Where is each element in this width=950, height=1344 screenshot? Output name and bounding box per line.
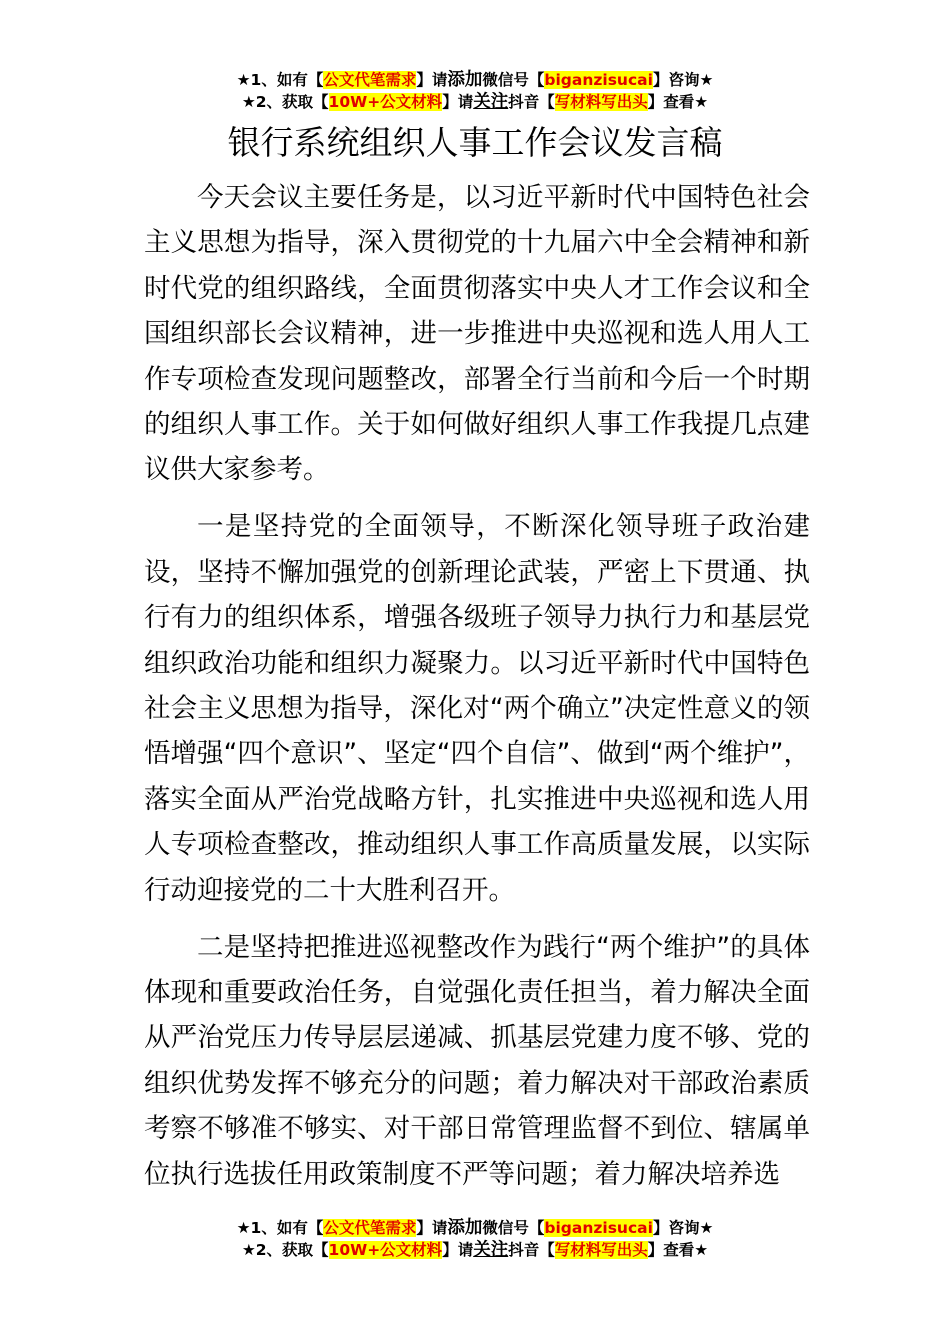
banner-text: ★1、如有【 xyxy=(236,71,324,89)
banner-highlight: biganzisucai xyxy=(544,71,653,89)
banner-emphasis: 关注 xyxy=(473,92,509,112)
document-title: 银行系统组织人事工作会议发言稿 xyxy=(227,123,723,162)
header-banner xyxy=(0,70,950,114)
banner-highlight: 10W+公文材料 xyxy=(328,93,443,111)
banner-text: 】请 xyxy=(442,93,474,111)
document-body xyxy=(144,175,810,1208)
banner-highlight: 公文代笔需求 xyxy=(323,1219,417,1237)
banner-highlight: 公文代笔需求 xyxy=(323,71,417,89)
banner-line-1 xyxy=(0,1218,950,1240)
banner-text: 】请 xyxy=(442,1241,474,1259)
banner-text: ★1、如有【 xyxy=(236,1219,324,1237)
banner-text: 】咨询★ xyxy=(652,71,714,89)
banner-line-2 xyxy=(0,92,950,114)
footer-banner xyxy=(0,1218,950,1262)
banner-highlight: 写材料写出头 xyxy=(554,93,648,111)
banner-emphasis: 添加 xyxy=(447,70,483,90)
banner-emphasis: 关注 xyxy=(473,1240,509,1260)
paragraph: 一是坚持党的全面领导，不断深化领导班子政治建设，坚持不懈加强党的创新理论武装，严密上下贯通、执行有力的组织体系，增强各级班子领导力执行力和基层党组织政治功能和组织力凝聚力。以习近平新时代中国特色社会主义思想为指导，深化对“两个确立”决定性意义的领悟增强“四个意识”、坚定“四个自信”、做到“两个维护”，落实全面从严治党战略方针，扎实推进中央巡视和选人用人专项检查整改，推动组织人事工作高质量发展，以实际行动迎接党的二十大胜利召开。 xyxy=(144,511,810,906)
banner-text: 】请 xyxy=(416,71,448,89)
banner-text: 】查看★ xyxy=(647,93,709,111)
banner-text: ★2、获取【 xyxy=(241,1241,329,1259)
banner-highlight: 写材料写出头 xyxy=(554,1241,648,1259)
banner-highlight: biganzisucai xyxy=(544,1219,653,1237)
banner-text: ★2、获取【 xyxy=(241,93,329,111)
banner-text: 】查看★ xyxy=(647,1241,709,1259)
banner-highlight: 10W+公文材料 xyxy=(328,1241,443,1259)
paragraph: 二是坚持把推进巡视整改作为践行“两个维护”的具体体现和重要政治任务，自觉强化责任担当，着力解决全面从严治党压力传导层层递减、抓基层党建力度不够、党的组织优势发挥不够充分的问题；着力解决对干部政治素质考察不够准不够实、对干部日常管理监督不到位、辖属单位执行选拔任用政策制度不严等问题；着力解决培养选 xyxy=(144,931,810,1190)
banner-text: 抖音【 xyxy=(508,93,555,111)
banner-text: 】咨询★ xyxy=(652,1219,714,1237)
banner-line-1 xyxy=(0,70,950,92)
banner-text: 微信号【 xyxy=(482,1219,545,1237)
banner-line-2 xyxy=(0,1240,950,1262)
banner-text: 微信号【 xyxy=(482,71,545,89)
banner-text: 抖音【 xyxy=(508,1241,555,1259)
banner-emphasis: 添加 xyxy=(447,1218,483,1238)
banner-text: 】请 xyxy=(416,1219,448,1237)
paragraph: 今天会议主要任务是，以习近平新时代中国特色社会主义思想为指导，深入贯彻党的十九届六中全会精神和新时代党的组织路线，全面贯彻落实中央人才工作会议和全国组织部长会议精神，进一步推进中央巡视和选人用人工作专项检查发现问题整改，部署全行当前和今后一个时期的组织人事工作。关于如何做好组织人事工作我提几点建议供大家参考。 xyxy=(144,182,810,486)
